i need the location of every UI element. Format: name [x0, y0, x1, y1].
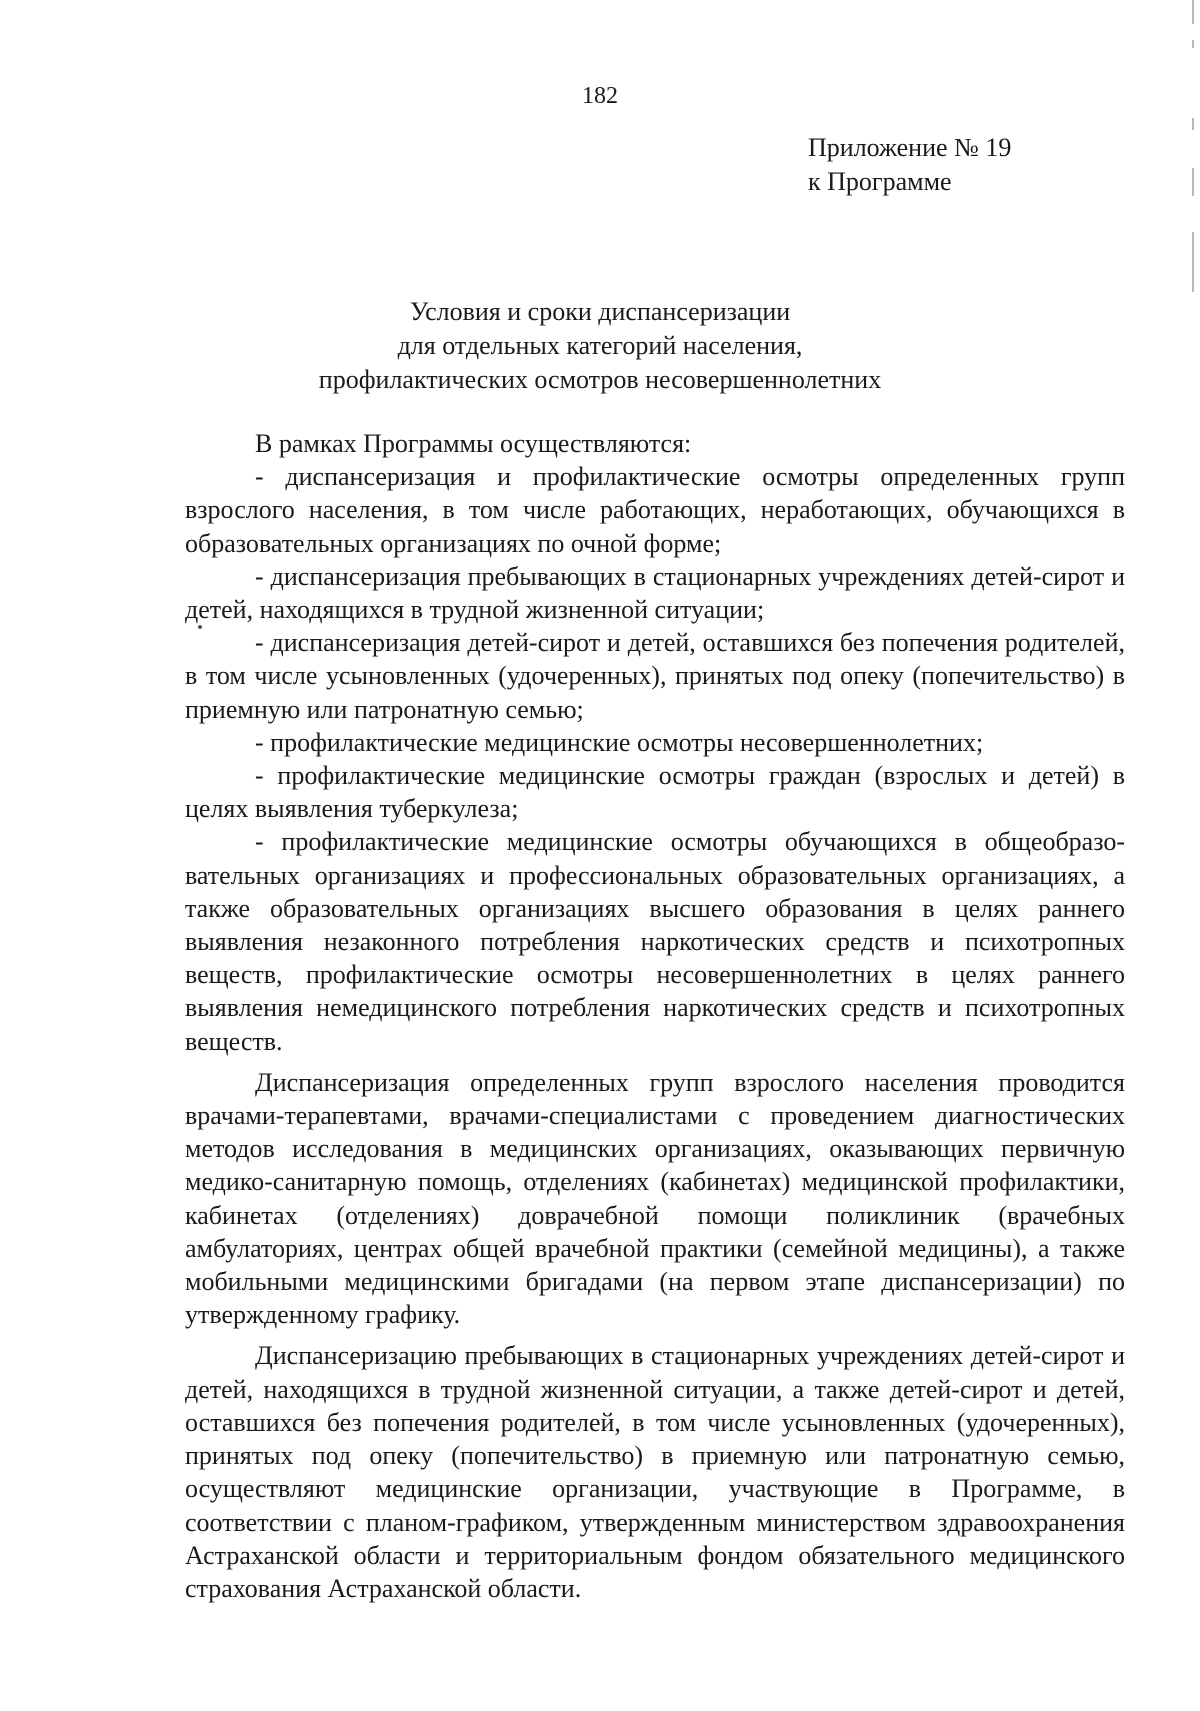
document-body	[185, 427, 1125, 1605]
list-item: - диспансеризация детей-сирот и детей, оставшихся без попечения родителей, в том числе усыновленных (удочеренных), принятых под опеку (попечительство) в приемную или патронатную семью;	[185, 628, 1125, 724]
appendix-number: Приложение № 19	[808, 133, 1012, 162]
title-line-1: Условия и сроки диспансеризации	[409, 297, 791, 326]
appendix-reference	[808, 131, 1011, 199]
scan-edge-mark	[1192, 40, 1194, 48]
paragraph-adult-dispensary: Диспансеризация определенных групп взрослого населения проводится врачами-терапевтами, врачами-специалистами с проведением диагностических методов исследования в медицинских организациях, оказывающих первичную медико-санитарную помощь, отделениях (кабинетах) медицинской профилактики, кабинетах (отделениях) доврачебной помощи поликлиник (врачебных амбулаториях, центрах общей врачебной практики (семейной медицины), а также мобильными медицинскими бригадами (на первом этапе диспансеризации) по утвержденному графику.	[185, 1067, 1125, 1330]
list-item: - профилактические медицинские осмотры граждан (взрослых и детей) в целях выявления туберкулеза;	[185, 761, 1125, 824]
scan-edge-mark	[1192, 118, 1194, 130]
intro-paragraph: В рамках Программы осуществляются:	[255, 429, 692, 458]
list-item: - профилактические медицинские осмотры обучающихся в общеобразовательных организациях и профессиональных образовательных организациях, а также образовательных организациях высшего образования в целях раннего выявления незаконного потребления наркотических средств и психотропных веществ, профилактические осмотры несовершеннолетних в целях раннего выявления немедицинского потребления наркотических средств и психотропных веществ.	[185, 827, 1125, 1056]
scan-edge-mark	[1192, 232, 1194, 292]
scan-edge-mark	[1192, 168, 1194, 196]
list-item: - диспансеризация и профилактические осмотры определенных групп взрослого населения, в том числе работающих, неработающих, обучающихся в образовательных организациях по очной форме;	[185, 462, 1125, 558]
scan-edge-mark	[1192, 0, 1194, 24]
paragraph-children-dispensary: Диспансеризацию пребывающих в стационарных учреждениях детей-сирот и детей, находящихся в трудной жизненной ситуации, а также детей-сирот и детей, оставшихся без попечения родителей, в том числе усыновленных (удочеренных), принятых под опеку (попечительство) в приемную или патронатную семью, осуществляют медицинские организации, участвующие в Программе, в соответствии с планом-графиком, утвержденным министерством здравоохранения Астраханской области и территориальным фондом обязательного медицинского страхования Астраханской области.	[185, 1341, 1125, 1603]
list-item: - диспансеризация пребывающих в стационарных учреждениях детей-сирот и детей, находящихся в трудной жизненной ситуации;	[185, 561, 1125, 625]
document-title	[0, 295, 1200, 397]
title-line-2: для отдельных категорий населения,	[397, 331, 803, 360]
appendix-program: к Программе	[808, 167, 952, 196]
page-number: 182	[582, 83, 618, 109]
title-line-3: профилактических осмотров несовершеннолетних	[318, 365, 882, 394]
list-item: - профилактические медицинские осмотры несовершеннолетних;	[255, 727, 984, 757]
scan-speck	[198, 625, 202, 629]
